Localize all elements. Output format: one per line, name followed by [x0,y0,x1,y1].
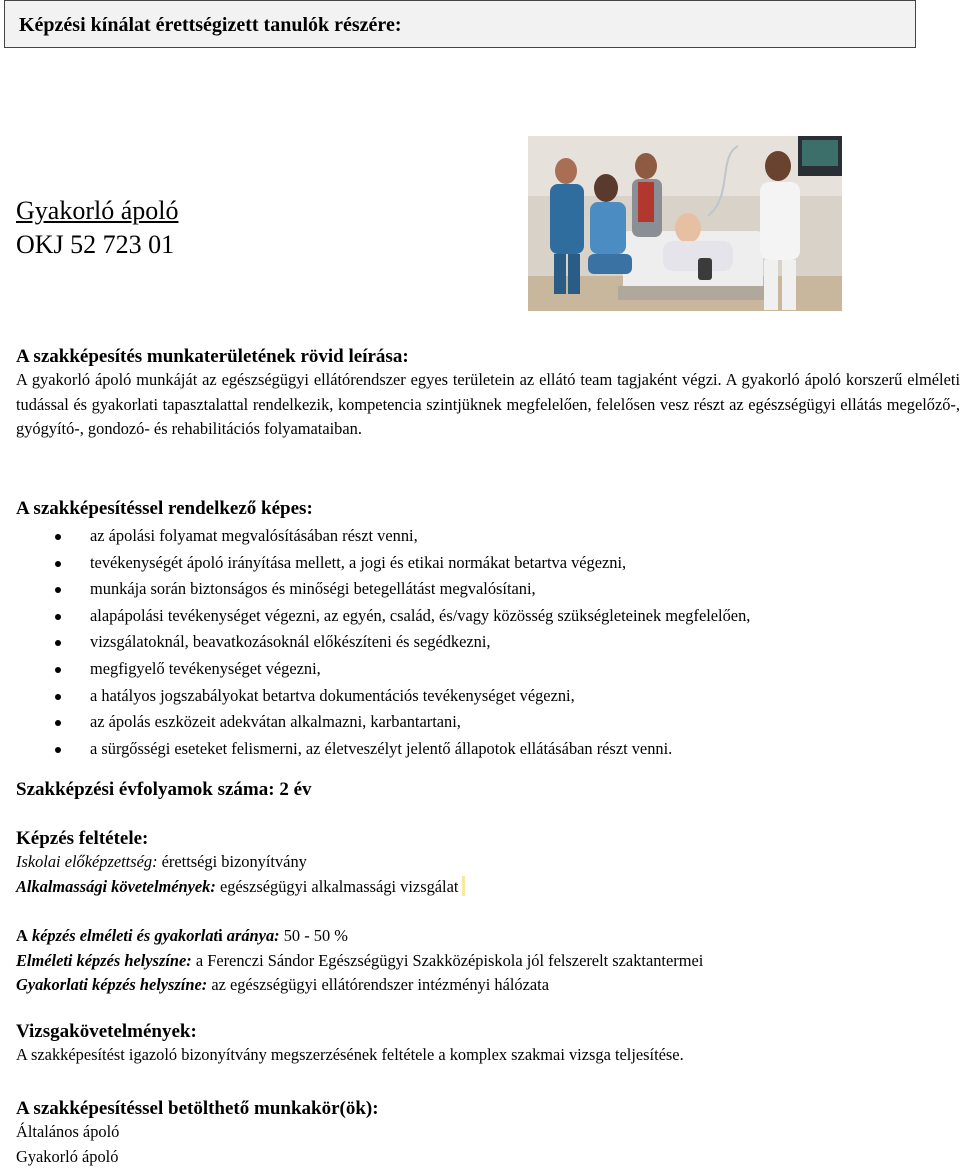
course-title: Gyakorló ápoló [16,196,178,226]
bullet-icon [55,747,61,753]
exam-heading: Vizsgakövetelmények: [16,1021,960,1043]
fitness-value: egészségügyi alkalmassági vizsgálat [216,877,459,896]
training-details-section [16,924,960,998]
description-text: A gyakorló ápoló munkáját az egészségügyi ellátórendszer egyes területein az ellátó team tagjaként végzi. A gyakorló ápoló korszerű elméleti tudással és gyakorlati tapasztalattal rendelkezik, kompetencia szintjüknek megfelelően, felelősen vesz részt az egészségügyi ellátás megelőző-, gyógyító-, gondozó- és rehabilitációs folyamataiban. [16,368,960,442]
conditions-section [16,828,960,899]
description-section [16,346,960,442]
page-header-box [4,0,916,48]
list-item: az ápolás eszközeit adekvátan alkalmazni, karbantartani, [16,709,960,736]
prior-education-line [16,850,960,875]
ratio-label-c: i [218,926,223,945]
fitness-label: Alkalmassági követelmények: [16,877,216,896]
page-title: Képzési kínálat érettségizett tanulók részére: [19,14,401,37]
practice-site-line [16,973,960,998]
ratio-label-b: képzés elméleti és gyakorlat [28,926,218,945]
course-code: OKJ 52 723 01 [16,230,174,260]
list-item: megfigyelő tevékenységet végezni, [16,656,960,683]
exam-section [16,1021,960,1068]
abilities-list [16,523,960,762]
prior-education-label: Iskolai előképzettség: [16,852,158,871]
ratio-label-d: aránya: [223,926,280,945]
theory-site-line [16,949,960,974]
ratio-value: 50 - 50 % [280,926,348,945]
text-highlight-mark [462,876,465,896]
list-item: tevékenységét ápoló irányítása mellett, a jogi és etikai normákat betartva végezni, [16,550,960,577]
theory-site-value: a Ferenczi Sándor Egészségügyi Szakközépiskola jól felszerelt szaktantermei [192,951,704,970]
theory-site-label: Elméleti képzés helyszíne: [16,951,192,970]
jobs-heading: A szakképesítéssel betölthető munkakör(ök): [16,1098,960,1120]
practice-site-label: Gyakorlati képzés helyszíne: [16,975,207,994]
prior-education-value: érettségi bizonyítvány [158,852,307,871]
bullet-icon [55,587,61,593]
job-item: Általános ápoló [16,1120,960,1145]
bullet-icon [55,720,61,726]
bullet-icon [55,561,61,567]
jobs-section [16,1098,960,1169]
ratio-line [16,924,960,949]
conditions-heading: Képzés feltétele: [16,828,960,850]
practice-site-value: az egészségügyi ellátórendszer intézményi hálózata [207,975,549,994]
abilities-heading: A szakképesítéssel rendelkező képes: [16,498,960,520]
description-heading: A szakképesítés munkaterületének rövid leírása: [16,346,960,368]
bullet-icon [55,534,61,540]
bullet-icon [55,614,61,620]
abilities-section [16,498,960,762]
ratio-label-a: A [16,926,28,945]
list-item: vizsgálatoknál, beavatkozásoknál előkészíteni és segédkezni, [16,629,960,656]
list-item: az ápolási folyamat megvalósításában részt venni, [16,523,960,550]
list-item: a hatályos jogszabályokat betartva dokumentációs tevékenységet végezni, [16,683,960,710]
exam-text: A szakképesítést igazoló bizonyítvány megszerzésének feltétele a komplex szakmai vizsga teljesítése. [16,1043,960,1068]
fitness-line [16,875,960,900]
list-item: munkája során biztonságos és minőségi betegellátást megvalósítani, [16,576,960,603]
nursing-training-photo [528,136,842,311]
bullet-icon [55,694,61,700]
bullet-icon [55,640,61,646]
years-heading: Szakképzési évfolyamok száma: 2 év [16,779,960,801]
bullet-icon [55,667,61,673]
list-item: alapápolási tevékenységet végezni, az egyén, család, és/vagy közösség szükségleteinek megfelelően, [16,603,960,630]
job-item: Gyakorló ápoló [16,1145,960,1169]
list-item: a sürgősségi eseteket felismerni, az életveszélyt jelentő állapotok ellátásában részt venni. [16,736,960,763]
